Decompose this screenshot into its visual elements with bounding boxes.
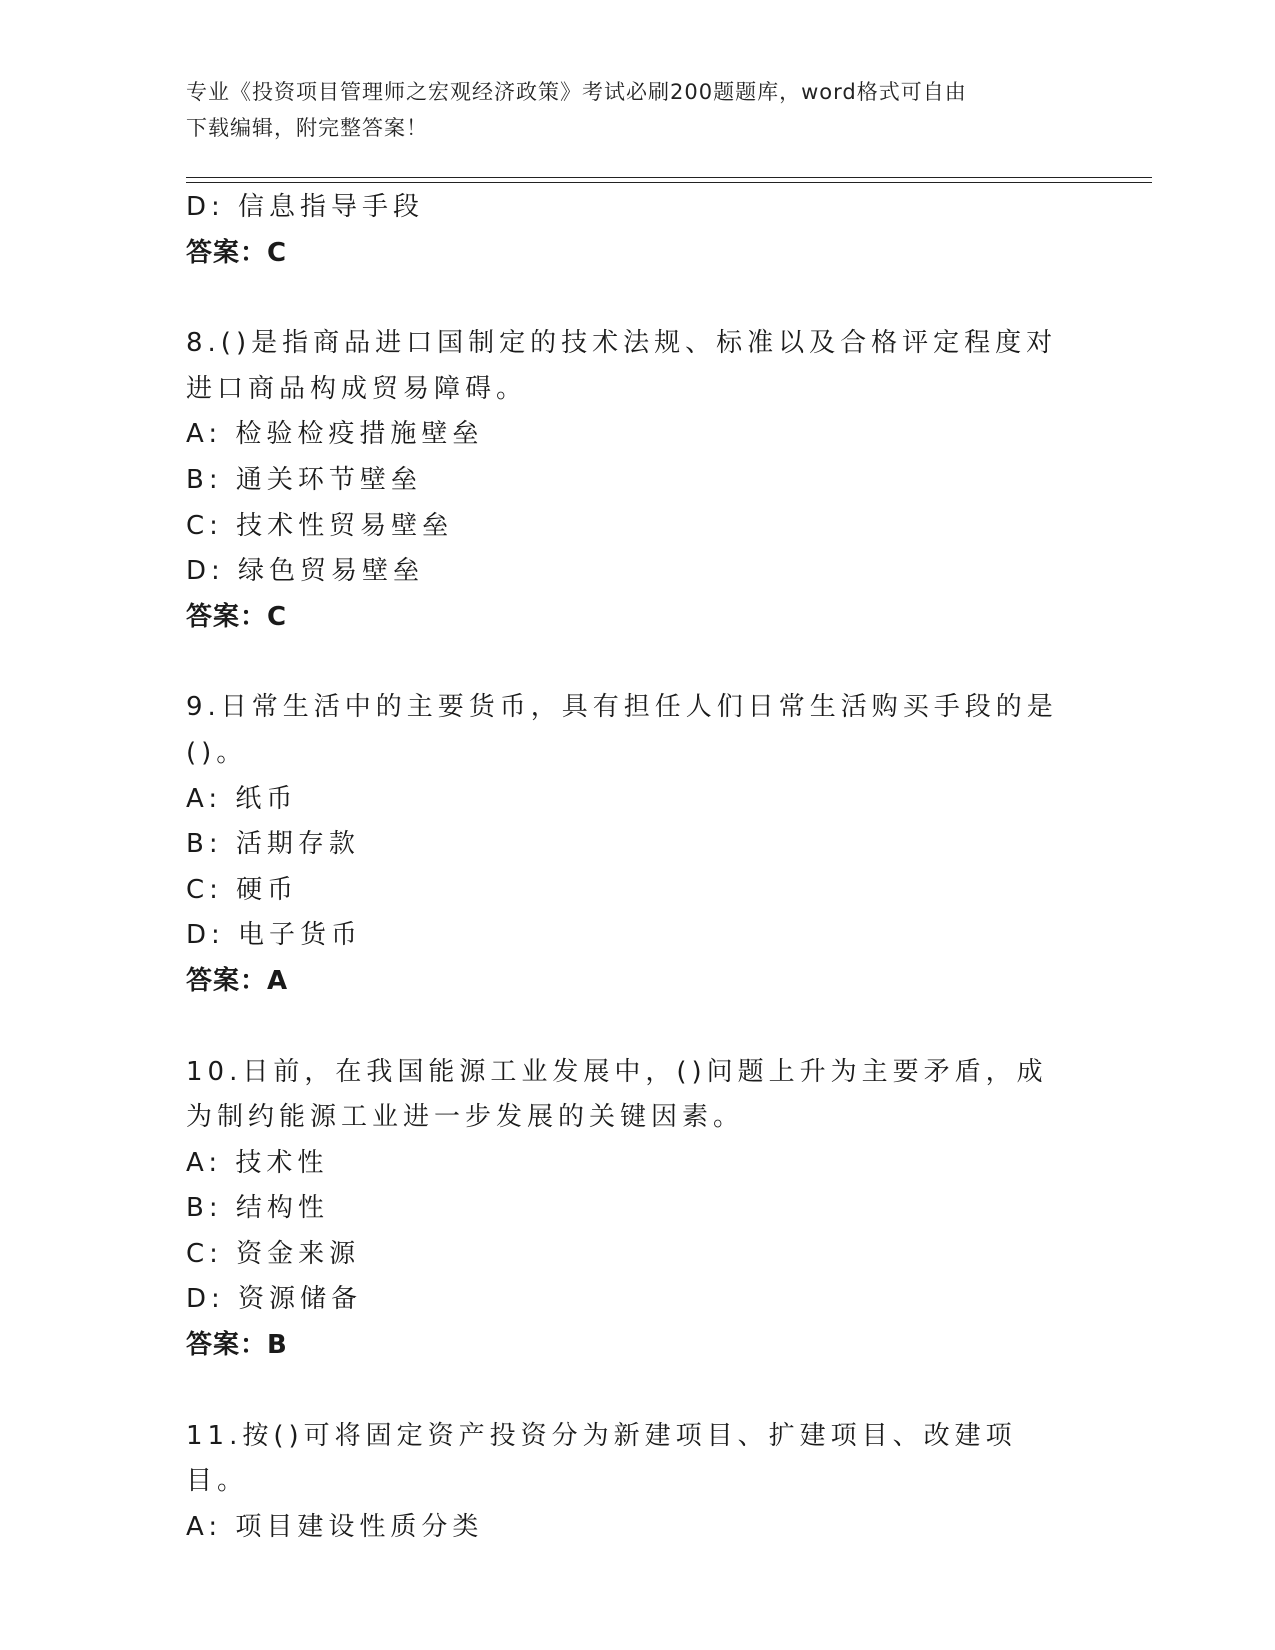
answer: 答案：C [186, 237, 288, 268]
option-d: D: 信息指导手段 [186, 192, 425, 222]
question-11 [186, 1414, 1086, 1551]
answer: 答案：B [186, 1330, 288, 1361]
question-stem: 11.按()可将固定资产投资分为新建项目、扩建项目、改建项目。 [186, 1420, 1017, 1497]
option-a: A: 技术性 [186, 1147, 329, 1178]
question-stem: 9.日常生活中的主要货币，具有担任人们日常生活购买手段的是()。 [186, 692, 1058, 768]
option-d: D: 电子货币 [186, 920, 363, 951]
header-title-line-1: 专业《投资项目管理师之宏观经济政策》考试必刷200题题库，word格式可自由 [186, 80, 967, 104]
option-c: C: 硬币 [186, 874, 299, 905]
option-a: A: 检验检疫措施壁垒 [186, 419, 484, 450]
option-b: B: 通关环节壁垒 [186, 464, 422, 495]
header-divider-bottom [186, 182, 1152, 183]
answer: 答案：A [186, 965, 289, 996]
option-c: C: 技术性贸易壁垒 [186, 510, 454, 541]
question-list [186, 185, 1086, 1550]
question-stem: 8.()是指商品进口国制定的技术法规、标准以及合格评定程度对进口商品构成贸易障碍。 [186, 328, 1058, 404]
question-9 [186, 685, 1086, 1004]
header-title-line-2: 下载编辑，附完整答案！ [186, 116, 428, 140]
question-fragment [186, 185, 1086, 276]
option-a: A: 项目建设性质分类 [186, 1511, 484, 1542]
option-d: D: 绿色贸易壁垒 [186, 556, 425, 587]
option-b: B: 活期存款 [186, 829, 360, 860]
option-a: A: 纸币 [186, 783, 298, 814]
option-b: B: 结构性 [186, 1193, 329, 1224]
answer: 答案：C [186, 601, 288, 632]
question-8 [186, 321, 1086, 640]
document-header [186, 74, 1086, 146]
option-c: C: 资金来源 [186, 1238, 361, 1269]
option-d: D: 资源储备 [186, 1284, 363, 1315]
header-divider-top [186, 177, 1152, 178]
question-10 [186, 1050, 1086, 1369]
question-stem: 10.日前，在我国能源工业发展中，()问题上升为主要矛盾，成为制约能源工业进一步发展的关键因素。 [186, 1056, 1048, 1133]
